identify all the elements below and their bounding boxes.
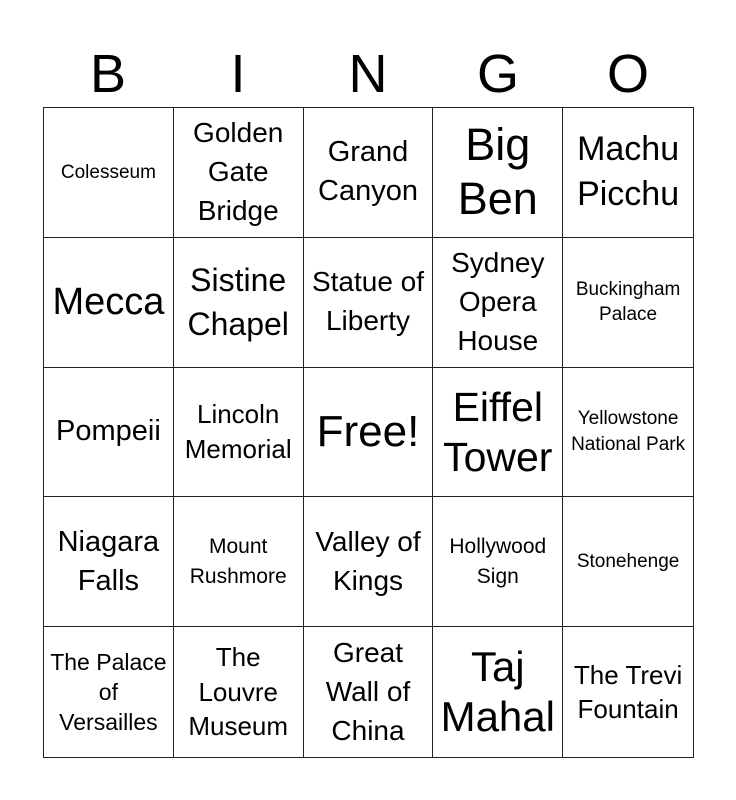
- bingo-cell-label: Buckingham Palace: [575, 278, 681, 326]
- bingo-cell-label: Machu Picchu: [577, 130, 680, 214]
- bingo-cell[interactable]: [304, 108, 434, 238]
- bingo-cell[interactable]: [563, 238, 693, 368]
- bingo-cell[interactable]: [174, 627, 304, 757]
- bingo-cell-label: The Louvre Museum: [188, 642, 289, 742]
- header-letter-n: N: [348, 44, 388, 104]
- bingo-cell-label: Sistine Chapel: [187, 262, 289, 343]
- bingo-cell[interactable]: [304, 238, 434, 368]
- bingo-cell-label: Colesseum: [60, 161, 156, 183]
- bingo-header: [43, 40, 693, 108]
- bingo-cell-label: Free!: [316, 406, 420, 456]
- bingo-cell-label: Lincoln Memorial: [184, 399, 292, 464]
- bingo-cell[interactable]: [174, 238, 304, 368]
- bingo-cell-label: Statue of Liberty: [311, 266, 425, 337]
- bingo-cell[interactable]: [563, 108, 693, 238]
- bingo-cell-label: Pompeii: [56, 415, 161, 448]
- bingo-cell-label: Mecca: [52, 280, 165, 323]
- bingo-cell-label: The Trevi Fountain: [573, 659, 683, 725]
- bingo-cell[interactable]: [433, 368, 563, 498]
- bingo-cell[interactable]: [44, 497, 174, 627]
- bingo-cell-label: The Palace of Versailles: [50, 648, 167, 736]
- header-letter-i: I: [230, 44, 246, 104]
- bingo-cell[interactable]: [433, 108, 563, 238]
- bingo-cell-label: Grand Canyon: [318, 136, 418, 208]
- bingo-cell[interactable]: [563, 368, 693, 498]
- bingo-cell-label: Stonehenge: [576, 550, 680, 572]
- bingo-cell[interactable]: [44, 108, 174, 238]
- bingo-cell[interactable]: [174, 497, 304, 627]
- bingo-cell-label: Taj Mahal: [440, 642, 555, 741]
- bingo-cell[interactable]: [44, 368, 174, 498]
- bingo-cell-label: Great Wall of China: [325, 636, 411, 746]
- bingo-cell[interactable]: [304, 497, 434, 627]
- bingo-cell[interactable]: [433, 627, 563, 757]
- bingo-cell-label: Big Ben: [457, 119, 538, 225]
- bingo-cell[interactable]: [563, 627, 693, 757]
- bingo-cell-label: Valley of Kings: [315, 525, 421, 596]
- bingo-cell-label: Sydney Opera House: [451, 246, 545, 356]
- header-letter-o: O: [606, 44, 649, 104]
- bingo-cell[interactable]: [304, 368, 434, 498]
- header-letter-g: G: [476, 44, 519, 104]
- bingo-cell-label: Mount Rushmore: [189, 535, 287, 588]
- bingo-cell[interactable]: [44, 627, 174, 757]
- bingo-board: [43, 107, 694, 758]
- bingo-cell[interactable]: [563, 497, 693, 627]
- bingo-cell[interactable]: [304, 627, 434, 757]
- bingo-cell-label: Niagara Falls: [57, 525, 160, 597]
- bingo-cell-label: Hollywood Sign: [449, 535, 547, 588]
- bingo-cell-label: Golden Gate Bridge: [193, 117, 284, 226]
- header-letter-b: B: [89, 44, 127, 104]
- bingo-cell[interactable]: [433, 238, 563, 368]
- bingo-cell[interactable]: [174, 108, 304, 238]
- bingo-cell[interactable]: [174, 368, 304, 498]
- bingo-cell-label: Yellowstone National Park: [571, 408, 686, 455]
- bingo-cell-label: Eiffel Tower: [443, 383, 553, 480]
- bingo-cell[interactable]: [44, 238, 174, 368]
- bingo-cell[interactable]: [433, 497, 563, 627]
